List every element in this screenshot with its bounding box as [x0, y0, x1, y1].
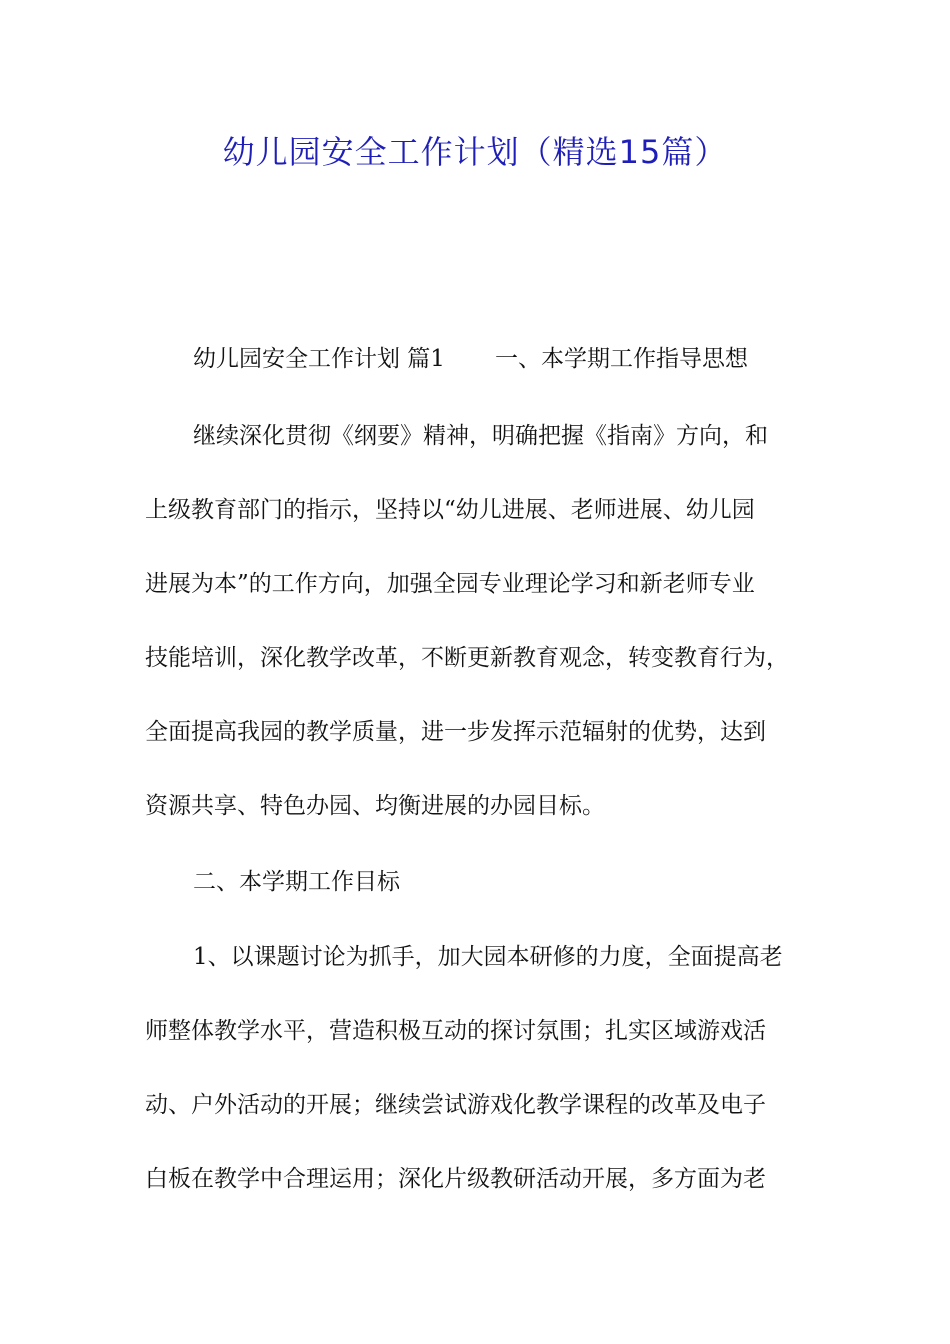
- paragraph-line: 进展为本”的工作方向，加强全园专业理论学习和新老师专业: [145, 571, 755, 597]
- document-title: 幼儿园安全工作计划（精选15篇）: [222, 133, 728, 171]
- document-body: [145, 0, 825, 1344]
- section-heading: 一、本学期工作指导思想: [494, 346, 748, 372]
- paragraph-line: 动、户外活动的开展；继续尝试游戏化教学课程的改革及电子: [145, 1092, 766, 1118]
- article-label: 幼儿园安全工作计划 篇1: [193, 346, 445, 372]
- section-heading-line: [193, 344, 748, 374]
- paragraph-line: 上级教育部门的指示，坚持以“幼儿进展、老师进展、幼儿园: [145, 497, 755, 523]
- paragraph-line: 资源共享、特色办园、均衡进展的办园目标。: [145, 793, 605, 819]
- paragraph-line: 全面提高我园的教学质量，进一步发挥示范辐射的优势，达到: [145, 719, 766, 745]
- paragraph-line: 1、以课题讨论为抓手，加大园本研修的力度，全面提高老: [193, 944, 783, 970]
- paragraph-line: 师整体教学水平，营造积极互动的探讨氛围；扎实区域游戏活: [145, 1018, 766, 1044]
- paragraph-line: 技能培训，深化教学改革，不断更新教育观念，转变教育行为，: [145, 645, 789, 671]
- section-heading: 二、本学期工作目标: [193, 869, 400, 895]
- paragraph-line: 白板在教学中合理运用；深化片级教研活动开展，多方面为老: [145, 1166, 766, 1192]
- paragraph-line: 继续深化贯彻《纲要》精神，明确把握《指南》方向，和: [193, 423, 768, 449]
